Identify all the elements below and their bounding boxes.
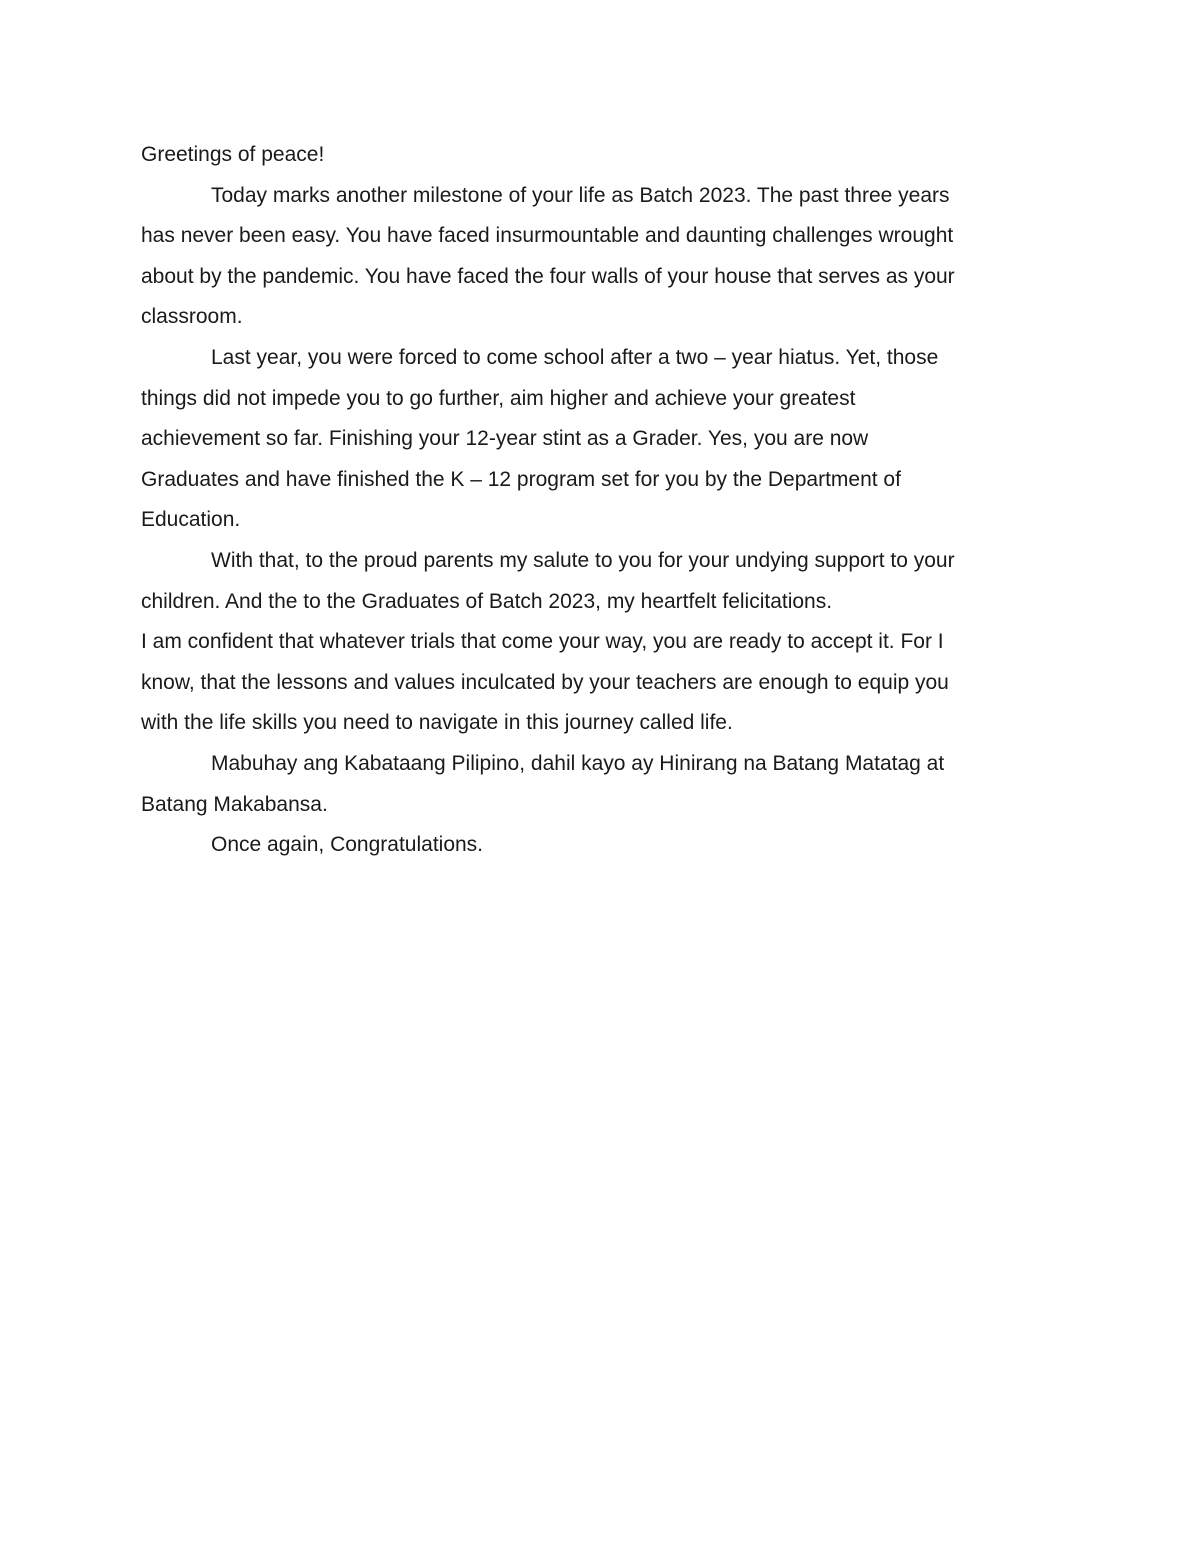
paragraph-4-line-2: know, that the lessons and values inculcated by your teachers are enough to equip you xyxy=(141,670,949,694)
paragraph-5-line-1: Mabuhay ang Kabataang Pilipino, dahil kayo ay Hinirang na Batang Matatag at xyxy=(211,751,945,775)
paragraph-2-line-4: Graduates and have finished the K – 12 program set for you by the Department of xyxy=(141,467,901,491)
paragraph-2-line-5: Education. xyxy=(141,508,241,532)
greeting-line: Greetings of peace! xyxy=(141,143,325,166)
paragraph-2-line-2: things did not impede you to go further, aim higher and achieve your greatest xyxy=(141,386,856,410)
letter-body xyxy=(141,135,1061,866)
paragraph-2-line-1: Last year, you were forced to come school after a two – year hiatus. Yet, those xyxy=(211,345,939,369)
paragraph-3-line-2: children. And the to the Graduates of Batch 2023, my heartfelt felicitations. xyxy=(141,589,833,613)
paragraph-5-line-2: Batang Makabansa. xyxy=(141,792,328,816)
paragraph-1-line-2: has never been easy. You have faced insurmountable and daunting challenges wrought xyxy=(141,224,954,248)
paragraph-2-line-3: achievement so far. Finishing your 12-year stint as a Grader. Yes, you are now xyxy=(141,427,869,451)
paragraph-1-line-1: Today marks another milestone of your life as Batch 2023. The past three years xyxy=(211,183,950,207)
paragraph-1-line-3: about by the pandemic. You have faced the four walls of your house that serves as your xyxy=(141,264,955,288)
paragraph-4-line-1: I am confident that whatever trials that come your way, you are ready to accept it. For I xyxy=(141,630,944,654)
paragraph-3-line-1: With that, to the proud parents my salute to you for your undying support to your xyxy=(211,548,955,572)
closing-line: Once again, Congratulations. xyxy=(211,833,484,857)
paragraph-4-line-3: with the life skills you need to navigate in this journey called life. xyxy=(141,711,733,735)
paragraph-1-line-4: classroom. xyxy=(141,305,243,329)
